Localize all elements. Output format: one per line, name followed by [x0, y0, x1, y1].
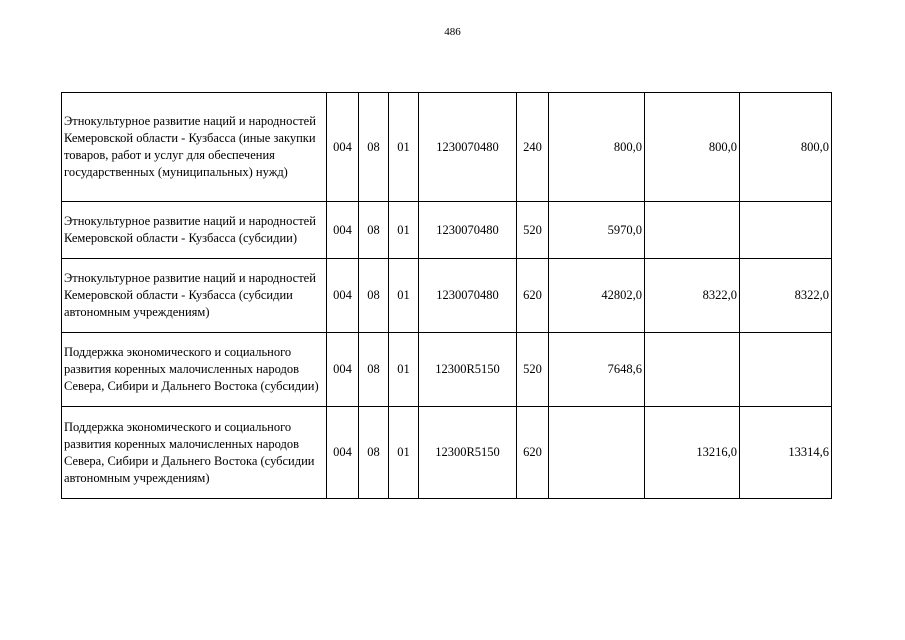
expense-type-code: 520	[517, 333, 549, 407]
ministry-code: 004	[327, 202, 359, 259]
section-code: 08	[359, 333, 389, 407]
amount-year-3	[740, 333, 832, 407]
row-description: Этнокультурное развитие наций и народностей Кемеровской области - Кузбасса (иные закупки товаров, работ и услуг для обеспечения государственных (муниципальных) нужд)	[62, 93, 327, 202]
target-article-code: 1230070480	[419, 93, 517, 202]
amount-year-1: 5970,0	[549, 202, 645, 259]
amount-year-3: 800,0	[740, 93, 832, 202]
amount-year-2: 800,0	[645, 93, 740, 202]
expense-type-code: 620	[517, 259, 549, 333]
subsection-code: 01	[389, 333, 419, 407]
row-description: Поддержка экономического и социального развития коренных малочисленных народов Севера, Сибири и Дальнего Востока (субсидии автономным учреждениям)	[62, 407, 327, 499]
amount-year-2: 13216,0	[645, 407, 740, 499]
section-code: 08	[359, 407, 389, 499]
subsection-code: 01	[389, 202, 419, 259]
row-description: Этнокультурное развитие наций и народностей Кемеровской области - Кузбасса (субсидии автономным учреждениям)	[62, 259, 327, 333]
expense-type-code: 240	[517, 93, 549, 202]
amount-year-3: 13314,6	[740, 407, 832, 499]
amount-year-2	[645, 333, 740, 407]
amount-year-3: 8322,0	[740, 259, 832, 333]
amount-year-1: 800,0	[549, 93, 645, 202]
ministry-code: 004	[327, 407, 359, 499]
target-article-code: 1230070480	[419, 259, 517, 333]
expense-type-code: 520	[517, 202, 549, 259]
target-article-code: 1230070480	[419, 202, 517, 259]
amount-year-2	[645, 202, 740, 259]
subsection-code: 01	[389, 407, 419, 499]
amount-year-2: 8322,0	[645, 259, 740, 333]
subsection-code: 01	[389, 259, 419, 333]
budget-table	[61, 92, 832, 499]
amount-year-3	[740, 202, 832, 259]
amount-year-1: 42802,0	[549, 259, 645, 333]
section-code: 08	[359, 202, 389, 259]
ministry-code: 004	[327, 93, 359, 202]
page-number: 486	[444, 26, 461, 38]
target-article-code: 12300R5150	[419, 407, 517, 499]
table-row	[62, 407, 832, 499]
section-code: 08	[359, 93, 389, 202]
table-row	[62, 333, 832, 407]
row-description: Этнокультурное развитие наций и народностей Кемеровской области - Кузбасса (субсидии)	[62, 202, 327, 259]
expense-type-code: 620	[517, 407, 549, 499]
row-description: Поддержка экономического и социального развития коренных малочисленных народов Севера, Сибири и Дальнего Востока (субсидии)	[62, 333, 327, 407]
target-article-code: 12300R5150	[419, 333, 517, 407]
ministry-code: 004	[327, 259, 359, 333]
table-row	[62, 202, 832, 259]
section-code: 08	[359, 259, 389, 333]
amount-year-1	[549, 407, 645, 499]
amount-year-1: 7648,6	[549, 333, 645, 407]
ministry-code: 004	[327, 333, 359, 407]
subsection-code: 01	[389, 93, 419, 202]
table-row	[62, 259, 832, 333]
table-row	[62, 93, 832, 202]
